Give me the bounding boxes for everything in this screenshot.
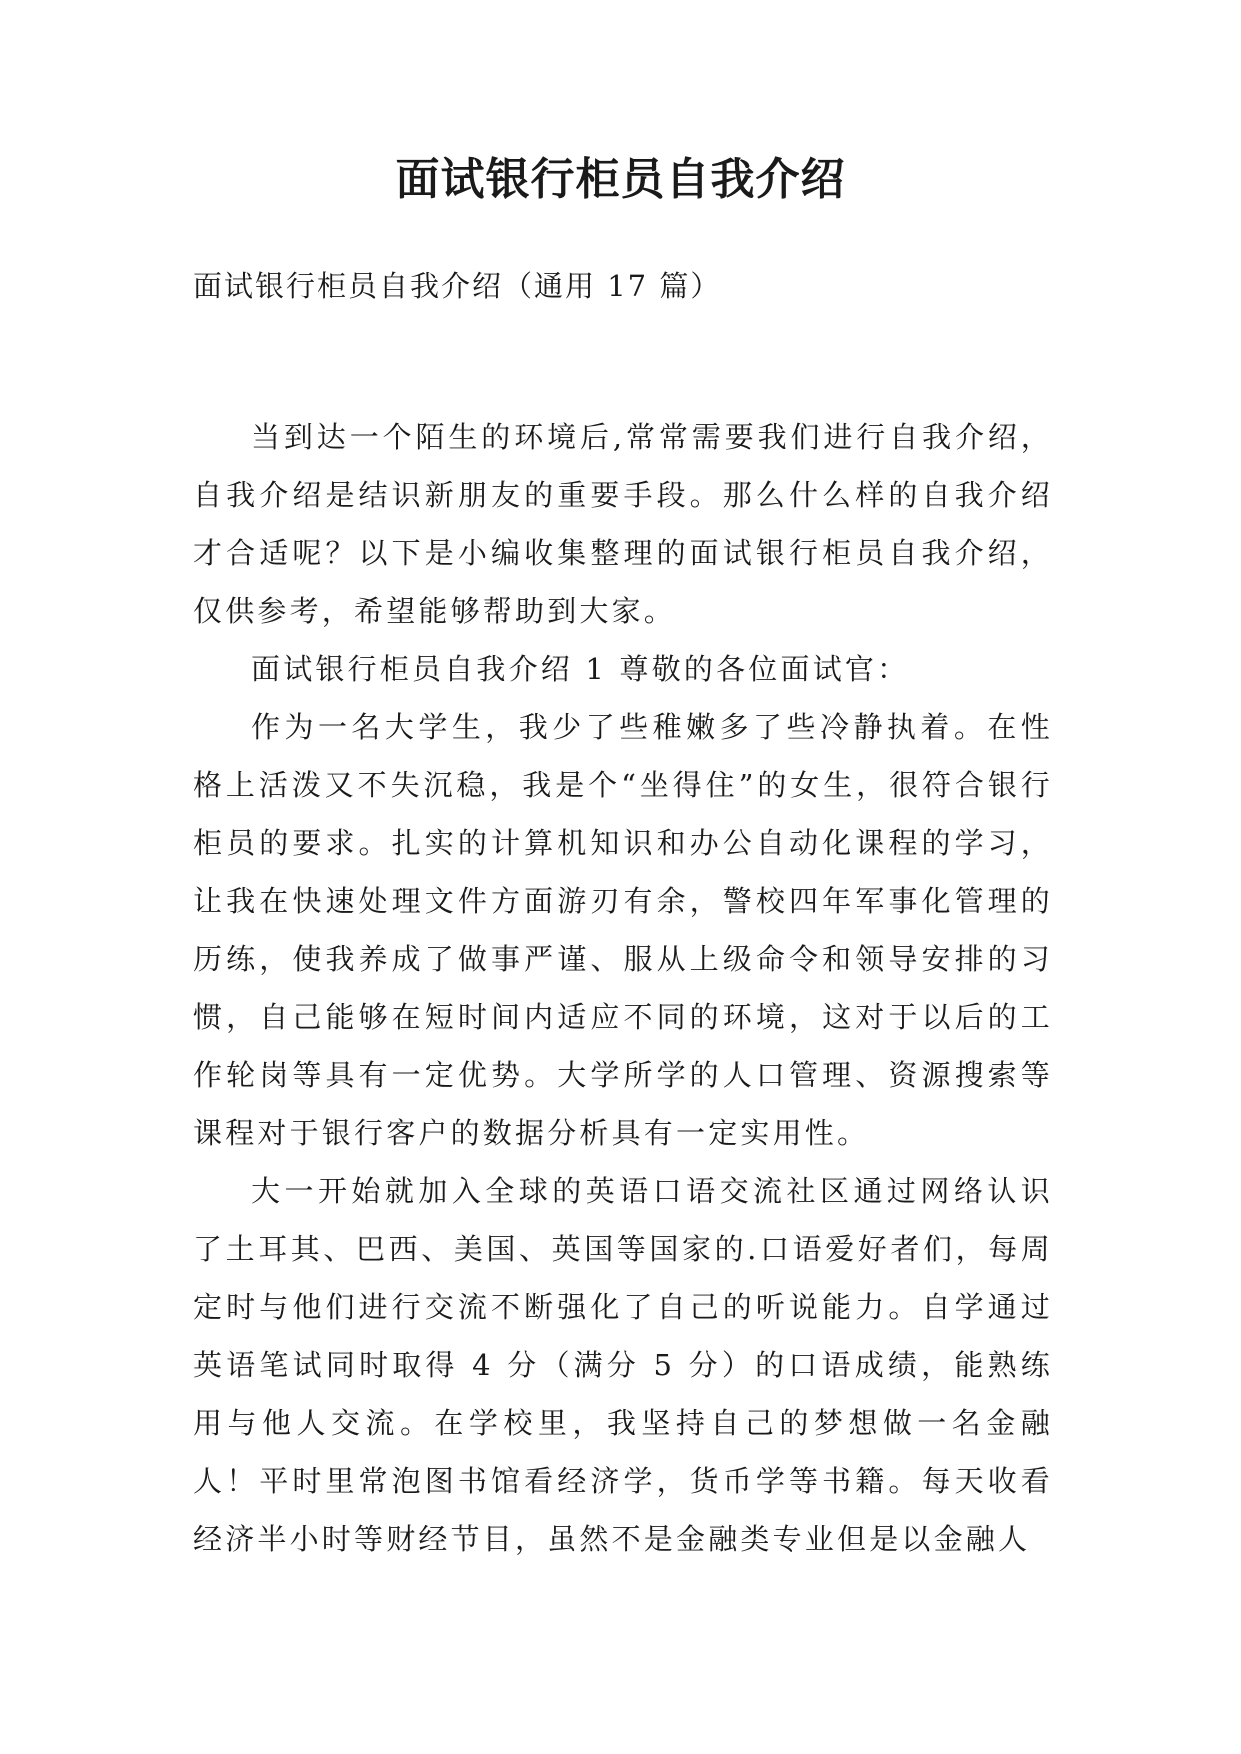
paragraph-personality: 作为一名大学生，我少了些稚嫩多了些冷静执着。在性格上活泼又不失沉稳，我是个“坐得住”的女生，很符合银行柜员的要求。扎实的计算机知识和办公自动化课程的学习，让我在快速处理文件方面游刃有余，警校四年军事化管理的历练，使我养成了做事严谨、服从上级命令和领导安排的习惯，自己能够在短时间内适应不同的环境，这对于以后的工作轮岗等具有一定优势。大学所学的人口管理、资源搜索等课程对于银行客户的数据分析具有一定实用性。: [193, 710, 1053, 1150]
paragraph-greeting: 面试银行柜员自我介绍 1 尊敬的各位面试官：: [251, 652, 910, 686]
document-title: 面试银行柜员自我介绍: [395, 154, 846, 205]
document-body: [193, 408, 1053, 1568]
paragraph-intro: 当到达一个陌生的环境后,常常需要我们进行自我介绍，自我介绍是结识新朋友的重要手段。那么什么样的自我介绍才合适呢？以下是小编收集整理的面试银行柜员自我介绍，仅供参考，希望能够帮助到大家。: [193, 420, 1053, 628]
document-subtitle: 面试银行柜员自我介绍（通用 17 篇）: [193, 269, 722, 303]
paragraph-english: 大一开始就加入全球的英语口语交流社区通过网络认识了土耳其、巴西、美国、英国等国家的.口语爱好者们，每周定时与他们进行交流不断强化了自己的听说能力。自学通过英语笔试同时取得 4 分（满分 5 分）的口语成绩，能熟练用与他人交流。在学校里，我坚持自己的梦想做一名金融人！平时里常泡图书馆看经济学，货币学等书籍。每天收看经济半小时等财经节目，虽然不是金融类专业但是以金融人: [193, 1174, 1053, 1556]
